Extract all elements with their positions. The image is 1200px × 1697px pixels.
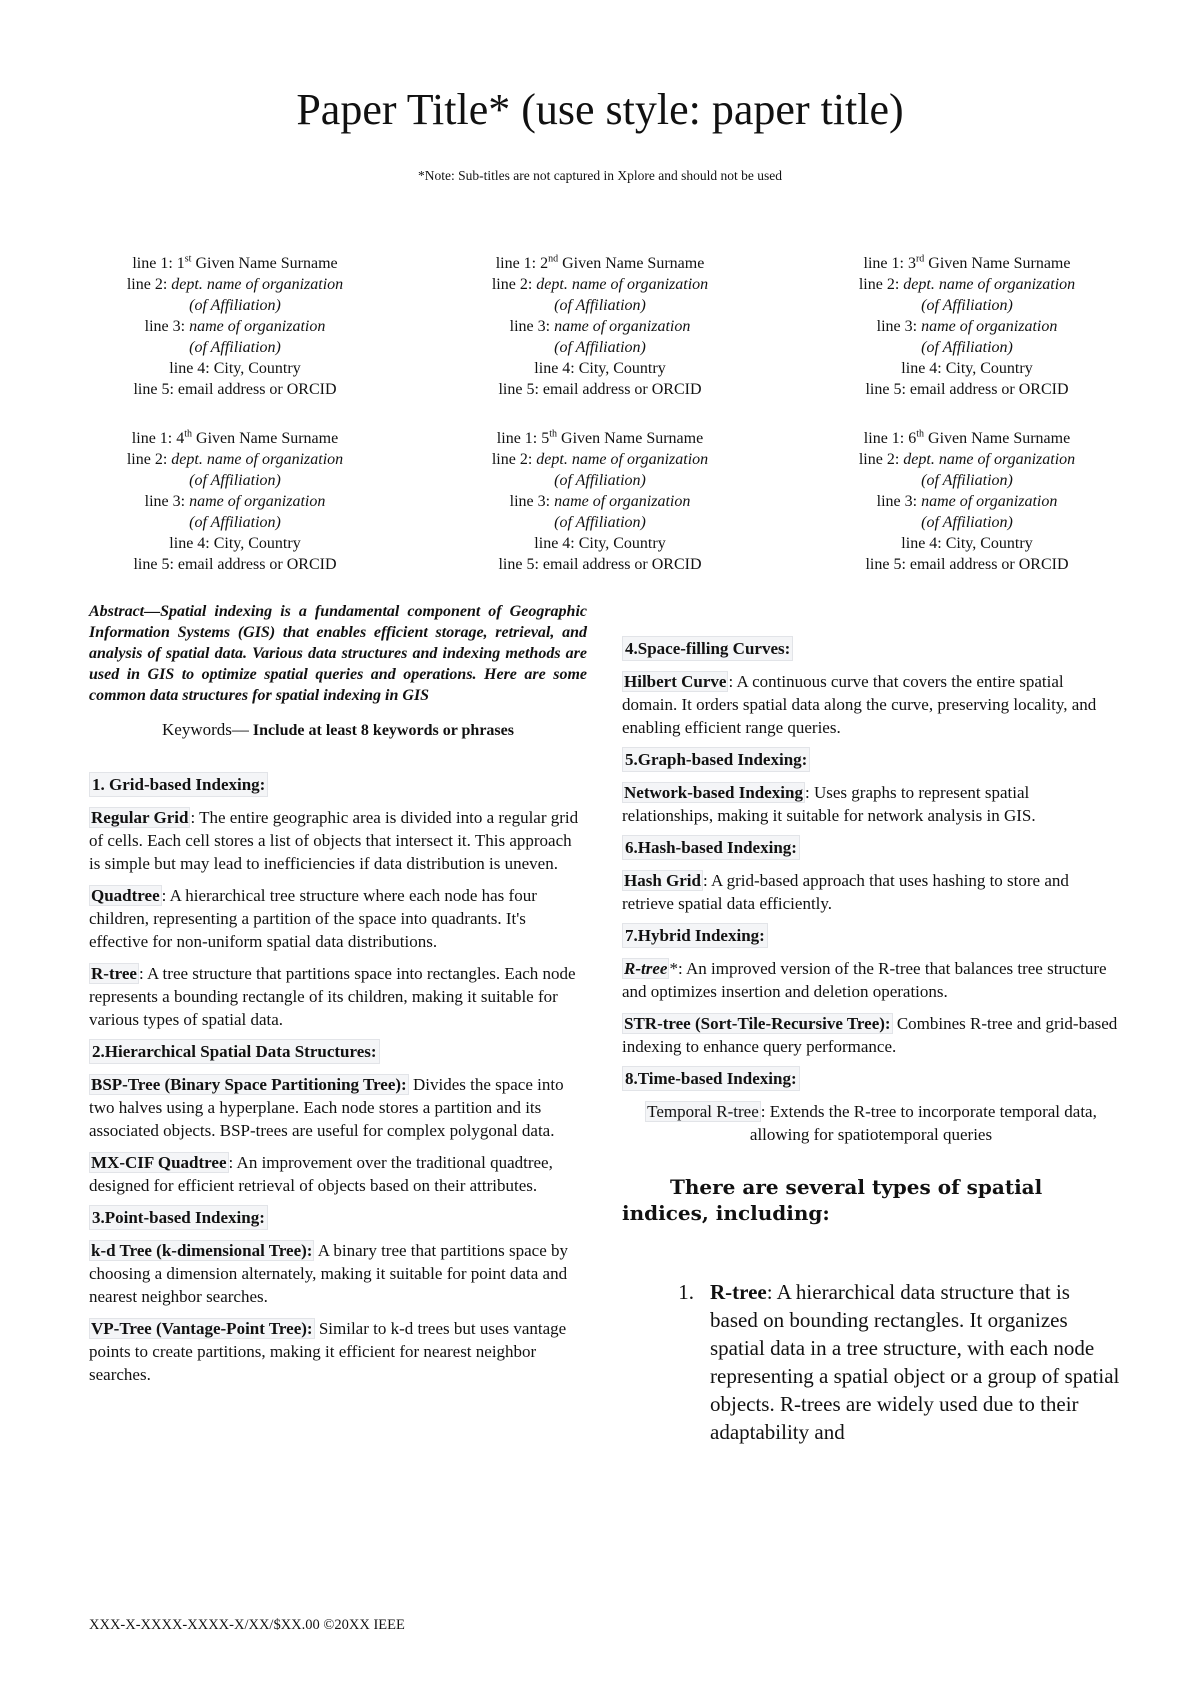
- author-block-3: line 1: 3rd Given Name Surname line 2: dept. name of organization (of Affiliation) line 3: name of organization (of Affiliation) line 4: City, Country line 5: email address or ORCID: [858, 253, 1076, 398]
- paragraph-regular-grid: Regular Grid : The entire geographic area is divided into a regular grid of cells. Each cell stores a list of objects that intersect it. This approach is simple but may lead to inefficiencies if data distribution is uneven.: [89, 808, 579, 873]
- paragraph-vp-tree: VP-Tree (Vantage-Point Tree): Similar to k-d trees but uses vantage points to create partitions, making it efficient for nearest neighbor searches.: [89, 1319, 567, 1384]
- author-block-2: line 1: 2nd Given Name Surname line 2: dept. name of organization (of Affiliation) line 3: name of organization (of Affiliation) line 4: City, Country line 5: email address or ORCID: [491, 253, 709, 398]
- paragraph-hash-grid: Hash Grid : A grid-based approach that uses hashing to store and retrieve spatial data efficiently.: [622, 871, 1069, 913]
- left-column: [89, 601, 587, 1386]
- paragraph-quadtree: Quadtree : A hierarchical tree structure where each node has four children, representing a partition of the space into quadrants. It's effective for non-uniform spatial data distributions.: [89, 886, 537, 951]
- right-column: [622, 636, 1120, 1446]
- author-block-6: line 1: 6th Given Name Surname line 2: dept. name of organization (of Affiliation) line 3: name of organization (of Affiliation) line 4: City, Country line 5: email address or ORCID: [858, 428, 1076, 573]
- paragraph-r-star-tree: R-tree *: An improved version of the R-tree that balances tree structure and optimizes insertion and deletion operations.: [622, 959, 1107, 1001]
- author-block-1: line 1: 1st Given Name Surname line 2: dept. name of organization (of Affiliation) line 3: name of organization (of Affiliation) line 4: City, Country line 5: email address or ORCID: [126, 253, 344, 398]
- keywords: Keywords— Include at least 8 keywords or phrases: [162, 720, 514, 739]
- paragraph-network: Network-based Indexing : Uses graphs to represent spatial relationships, making it suitable for network analysis in GIS.: [622, 783, 1036, 825]
- paper-title: Paper Title* (use style: paper title): [296, 85, 904, 134]
- paragraph-bsp-tree: BSP-Tree (Binary Space Partitioning Tree): Divides the space into two halves using a hyperplane. Each node stores a partition and its associated objects. BSP-trees are useful for complex polygonal data.: [89, 1075, 564, 1140]
- paragraph-mx-cif: MX-CIF Quadtree : An improvement over the traditional quadtree, designed for efficient retrieval of objects based on their attributes.: [89, 1153, 553, 1195]
- paragraph-hilbert: Hilbert Curve : A continuous curve that covers the entire spatial domain. It orders spatial data along the curve, preserving locality, and enabling efficient range queries.: [622, 672, 1097, 737]
- paragraph-kd-tree: k-d Tree (k-dimensional Tree): A binary tree that partitions space by choosing a dimension alternately, making it suitable for point data and nearest neighbor searches.: [89, 1241, 568, 1306]
- author-block-5: line 1: 5th Given Name Surname line 2: dept. name of organization (of Affiliation) line 3: name of organization (of Affiliation) line 4: City, Country line 5: email address or ORCID: [491, 428, 709, 573]
- section-heading-5: 5.Graph-based Indexing:: [622, 747, 810, 772]
- paragraph-r-tree: R-tree : A tree structure that partitions space into rectangles. Each node represents a bounding rectangle of its children, making it suitable for various types of spatial data.: [89, 964, 576, 1029]
- section-heading-7: 7.Hybrid Indexing:: [622, 923, 768, 948]
- section-heading-8: 8.Time-based Indexing:: [622, 1066, 800, 1091]
- section-heading-3: 3.Point-based Indexing:: [89, 1205, 268, 1230]
- copyright-footer: XXX-X-XXXX-XXXX-X/XX/$XX.00 ©20XX IEEE: [89, 1617, 405, 1633]
- abstract: Abstract—Spatial indexing is a fundamental component of Geographic Information Systems (GIS) that enables efficient storage, retrieval, and analysis of spatial data. Various data structures and indexing methods are used in GIS to optimize spatial queries and operations. Here are some common data structures for spatial indexing in GIS: [89, 603, 587, 704]
- list-item: 1. R-tree: A hierarchical data structure that is based on bounding rectangles. It organizes spatial data in a tree structure, with each node representing a spatial object or a group of spatial objects. R-trees are widely used due to their adaptability and: [678, 1280, 1120, 1444]
- subtitle-note: *Note: Sub-titles are not captured in Xplore and should not be used: [417, 168, 783, 183]
- author-block-4: line 1: 4th Given Name Surname line 2: dept. name of organization (of Affiliation) line 3: name of organization (of Affiliation) line 4: City, Country line 5: email address or ORCID: [126, 428, 344, 573]
- section-heading-4: 4.Space-filling Curves:: [622, 636, 793, 661]
- section-heading-2: 2.Hierarchical Spatial Data Structures:: [89, 1039, 380, 1064]
- section-heading-1: 1. Grid-based Indexing:: [89, 772, 268, 797]
- section-heading-6: 6.Hash-based Indexing:: [622, 835, 800, 860]
- spatial-indices-heading: There are several types of spatial indices, including:: [622, 1175, 1043, 1225]
- paragraph-str-tree: STR-tree (Sort-Tile-Recursive Tree): Combines R-tree and grid-based indexing to enhance query performance.: [622, 1014, 1118, 1056]
- paragraph-temporal-r-tree: Temporal R-tree : Extends the R-tree to incorporate temporal data, allowing for spatiotemporal queries: [647, 1102, 1097, 1144]
